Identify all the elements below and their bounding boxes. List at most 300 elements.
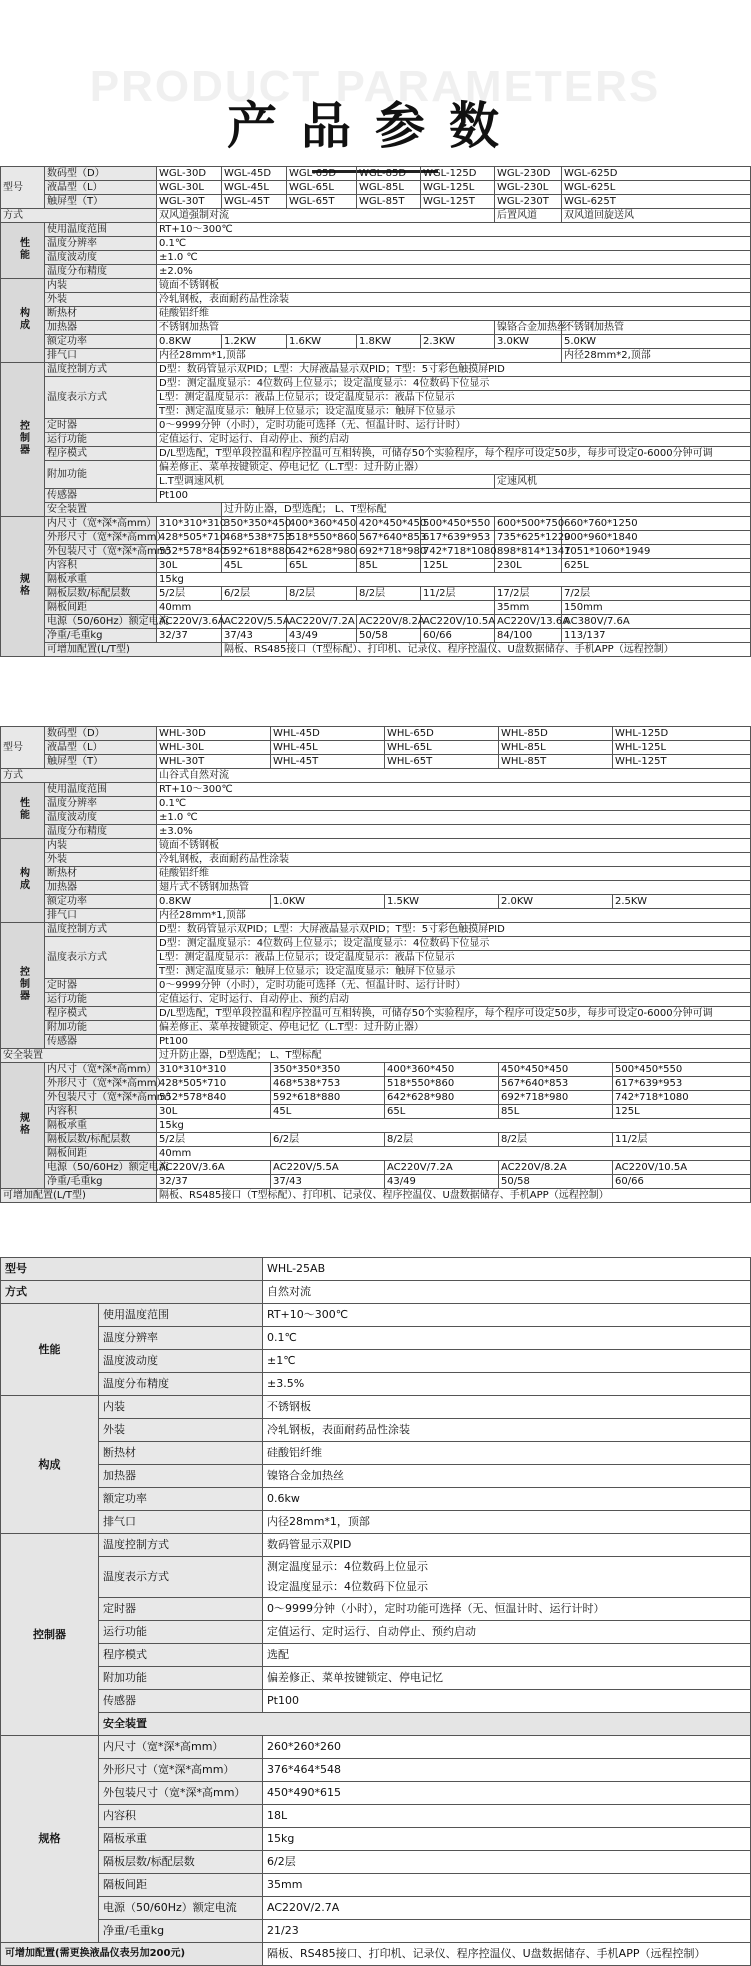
row-value bbox=[263, 1557, 751, 1598]
row-value: 376*464*548 bbox=[263, 1759, 751, 1782]
spec-cell: 518*550*860 bbox=[287, 531, 357, 545]
row-value: 选配 bbox=[263, 1644, 751, 1667]
row-value: L.T型调速风机 bbox=[157, 475, 495, 489]
spec-cell: 50/58 bbox=[499, 1175, 613, 1189]
model-group: 型号 bbox=[1, 727, 45, 769]
row-label: 温度表示方式 bbox=[45, 377, 157, 419]
row-value: 硅酸铝纤维 bbox=[263, 1442, 751, 1465]
model-cell: WGL-45T bbox=[222, 195, 287, 209]
row-label: 运行功能 bbox=[99, 1621, 263, 1644]
spec-cell: 567*640*853 bbox=[357, 531, 421, 545]
power-cell: 2.3KW bbox=[421, 335, 495, 349]
power-cell: 1.0KW bbox=[271, 895, 385, 909]
model-cell: WHL-45T bbox=[271, 755, 385, 769]
method-label: 方式 bbox=[1, 1281, 263, 1304]
row-label: 外形尺寸（宽*深*高mm） bbox=[45, 1077, 157, 1091]
row-value: 镜面不锈钢板 bbox=[157, 279, 751, 293]
row-label: 外装 bbox=[45, 853, 157, 867]
spec-cell: 420*450*450 bbox=[357, 517, 421, 531]
spec-cell: 60/66 bbox=[613, 1175, 751, 1189]
row-value: D型：测定温度显示：4位数码上位显示；设定温度显示：4位数码下位显示 bbox=[157, 377, 751, 391]
spec-cell: 30L bbox=[157, 559, 222, 573]
row-value: 35mm bbox=[495, 601, 562, 615]
spec-cell: 32/37 bbox=[157, 1175, 271, 1189]
row-value: 定速风机 bbox=[495, 475, 751, 489]
model-cell: WGL-125T bbox=[421, 195, 495, 209]
row-value: T型：测定温度显示：触屏上位显示；设定温度显示：触屏下位显示 bbox=[157, 405, 751, 419]
row-label: 额定功率 bbox=[99, 1488, 263, 1511]
row-label: 温度波动度 bbox=[45, 811, 157, 825]
model-cell: WGL-65T bbox=[287, 195, 357, 209]
row-label: 额定功率 bbox=[45, 335, 157, 349]
model-cell: WGL-125L bbox=[421, 181, 495, 195]
spec-cell: 5/2层 bbox=[157, 1133, 271, 1147]
model-cell: WGL-625T bbox=[562, 195, 751, 209]
row-value: ±2.0% bbox=[157, 265, 751, 279]
row-value: 150mm bbox=[562, 601, 751, 615]
spec-group: 规格 bbox=[1, 517, 45, 657]
row-value: 定值运行、定时运行、自动停止、预约启动 bbox=[157, 993, 751, 1007]
row-label: 断热材 bbox=[99, 1442, 263, 1465]
model-cell: WGL-85L bbox=[357, 181, 421, 195]
row-value: RT+10～300℃ bbox=[157, 783, 751, 797]
spec-cell: 310*310*310 bbox=[157, 517, 222, 531]
row-label: 附加功能 bbox=[45, 1021, 157, 1035]
bg-title-watermark: PRODUCT PARAMETERS bbox=[89, 62, 661, 111]
row-value: AC220V/2.7A bbox=[263, 1897, 751, 1920]
model-cell: WGL-230D bbox=[495, 167, 562, 181]
power-cell: 0.8KW bbox=[157, 895, 271, 909]
row-label: 传感器 bbox=[99, 1690, 263, 1713]
row-value: 18L bbox=[263, 1805, 751, 1828]
spec-cell: 400*360*450 bbox=[287, 517, 357, 531]
row-label: 隔板承重 bbox=[45, 1119, 157, 1133]
row-value: 冷轧钢板，表面耐药品性涂装 bbox=[263, 1419, 751, 1442]
power-cell: 1.2KW bbox=[222, 335, 287, 349]
row-label: 温度表示方式 bbox=[99, 1557, 263, 1598]
row-value: RT+10～300℃ bbox=[157, 223, 751, 237]
row-value: 0.6kw bbox=[263, 1488, 751, 1511]
model-row-label: 数码型（D） bbox=[45, 167, 157, 181]
spec-cell: 8/2层 bbox=[385, 1133, 499, 1147]
spec-cell: 6/2层 bbox=[222, 587, 287, 601]
row-label: 隔板层数/标配层数 bbox=[45, 587, 157, 601]
spec-cell: 30L bbox=[157, 1105, 271, 1119]
row-label: 温度波动度 bbox=[99, 1350, 263, 1373]
row-label: 外装 bbox=[99, 1419, 263, 1442]
struct-group: 构成 bbox=[1, 1396, 99, 1534]
row-label: 使用温度范围 bbox=[45, 783, 157, 797]
struct-group: 构成 bbox=[1, 279, 45, 363]
row-value: 内径28mm*2,顶部 bbox=[562, 349, 751, 363]
row-value: 15kg bbox=[157, 1119, 751, 1133]
row-label: 外装 bbox=[45, 293, 157, 307]
spec-cell: 617*639*953 bbox=[613, 1077, 751, 1091]
row-value: 15kg bbox=[157, 573, 751, 587]
row-label: 温度分辨率 bbox=[45, 237, 157, 251]
model-row-label: 触屏型（T） bbox=[45, 755, 157, 769]
spec-cell: 625L bbox=[562, 559, 751, 573]
perf-group: 性能 bbox=[1, 783, 45, 839]
power-cell: 3.0KW bbox=[495, 335, 562, 349]
page-title: 产品参数 bbox=[227, 97, 523, 155]
model-cell: WHL-85D bbox=[499, 727, 613, 741]
row-label: 断热材 bbox=[45, 867, 157, 881]
spec-cell: 32/37 bbox=[157, 629, 222, 643]
row-value: 21/23 bbox=[263, 1920, 751, 1943]
spec-cell: 500*450*550 bbox=[421, 517, 495, 531]
power-cell: 2.0KW bbox=[499, 895, 613, 909]
row-label: 排气口 bbox=[45, 349, 157, 363]
model-group: 型号 bbox=[1, 167, 45, 209]
row-label: 传感器 bbox=[45, 489, 157, 503]
spec-group: 规格 bbox=[1, 1736, 99, 1943]
spec-cell: 60/66 bbox=[421, 629, 495, 643]
row-value: 450*490*615 bbox=[263, 1782, 751, 1805]
row-value: 不锈钢加热管 bbox=[157, 321, 495, 335]
spec-cell: 125L bbox=[421, 559, 495, 573]
row-label: 隔板间距 bbox=[45, 1147, 157, 1161]
model-cell: WGL-30D bbox=[157, 167, 222, 181]
row-value: 不锈钢板 bbox=[263, 1396, 751, 1419]
row-label: 电源（50/60Hz）额定电流 bbox=[45, 1161, 157, 1175]
model-cell: WGL-230L bbox=[495, 181, 562, 195]
row-label: 外包装尺寸（宽*深*高mm） bbox=[45, 545, 157, 559]
row-label: 附加功能 bbox=[99, 1667, 263, 1690]
model-value: WHL-25AB bbox=[263, 1258, 751, 1281]
spec-cell: 552*578*840 bbox=[157, 545, 222, 559]
row-label: 附加功能 bbox=[45, 461, 157, 489]
options-label: 可增加配置(L/T型) bbox=[1, 1189, 157, 1203]
spec-cell: AC220V/5.5A bbox=[271, 1161, 385, 1175]
spec-cell: 8/2层 bbox=[499, 1133, 613, 1147]
spec-cell: 45L bbox=[222, 559, 287, 573]
method-label: 方式 bbox=[1, 769, 157, 783]
model-cell: WGL-45L bbox=[222, 181, 287, 195]
row-value: L型：测定温度显示：液晶上位显示；设定温度显示：液晶下位显示 bbox=[157, 391, 751, 405]
model-cell: WHL-65T bbox=[385, 755, 499, 769]
model-cell: WHL-65D bbox=[385, 727, 499, 741]
display-line: 测定温度显示：4位数码上位显示 bbox=[267, 1560, 428, 1573]
row-label: 电源（50/60Hz）额定电流 bbox=[99, 1897, 263, 1920]
model-row-label: 液晶型（L） bbox=[45, 181, 157, 195]
row-value: Pt100 bbox=[157, 1035, 751, 1049]
spec-cell: AC380V/7.6A bbox=[562, 615, 751, 629]
row-label: 程序模式 bbox=[99, 1644, 263, 1667]
spec-cell: 50/58 bbox=[357, 629, 421, 643]
spec-cell: 692*718*980 bbox=[499, 1091, 613, 1105]
row-value: ±1.0 ℃ bbox=[157, 251, 751, 265]
row-value: D/L型选配，T型单段控温和程序控温可互相转换，可储存50个实验程序，每个程序可设定50步，每步可设定0-6000分钟可调 bbox=[157, 447, 751, 461]
safety-label: 安全装置 bbox=[45, 503, 222, 517]
row-label: 内容积 bbox=[45, 559, 157, 573]
row-label: 程序模式 bbox=[45, 1007, 157, 1021]
row-value: 镜面不锈钢板 bbox=[157, 839, 751, 853]
spec-cell: 518*550*860 bbox=[385, 1077, 499, 1091]
model-cell: WHL-85L bbox=[499, 741, 613, 755]
row-label: 温度控制方式 bbox=[45, 923, 157, 937]
power-cell: 2.5KW bbox=[613, 895, 751, 909]
row-value: 40mm bbox=[157, 1147, 751, 1161]
row-label: 内装 bbox=[45, 839, 157, 853]
power-cell: 0.8KW bbox=[157, 335, 222, 349]
model-cell: WHL-30D bbox=[157, 727, 271, 741]
spec-cell: 45L bbox=[271, 1105, 385, 1119]
row-label: 排气口 bbox=[99, 1511, 263, 1534]
spec-cell: 125L bbox=[613, 1105, 751, 1119]
spec-cell: 43/49 bbox=[287, 629, 357, 643]
row-label: 温度波动度 bbox=[45, 251, 157, 265]
row-label: 定时器 bbox=[45, 419, 157, 433]
spec-cell: 350*350*350 bbox=[271, 1063, 385, 1077]
row-label: 温度控制方式 bbox=[99, 1534, 263, 1557]
spec-cell: 468*538*753 bbox=[271, 1077, 385, 1091]
model-cell: WHL-30L bbox=[157, 741, 271, 755]
spec-cell: 742*718*1080 bbox=[613, 1091, 751, 1105]
safety-label: 安全装置 bbox=[99, 1713, 751, 1736]
options-value: 隔板、RS485接口（T型标配）、打印机、记录仪、程序控温仪、U盘数据储存、手机APP（远程控制） bbox=[157, 1189, 751, 1203]
spec-cell: AC220V/3.6A bbox=[157, 1161, 271, 1175]
row-label: 温度分布精度 bbox=[45, 825, 157, 839]
row-label: 温度控制方式 bbox=[45, 363, 157, 377]
model-row-label: 触屏型（T） bbox=[45, 195, 157, 209]
safety-value: 过升防止器，D型选配； L、T型标配 bbox=[222, 503, 751, 517]
row-label: 外包装尺寸（宽*深*高mm） bbox=[45, 1091, 157, 1105]
spec-cell: 17/2层 bbox=[495, 587, 562, 601]
row-label: 温度分布精度 bbox=[45, 265, 157, 279]
model-cell: WGL-625D bbox=[562, 167, 751, 181]
row-value: D型：数码管显示双PID；L型：大屏液晶显示双PID；T型：5寸彩色触摸屏PID bbox=[157, 363, 751, 377]
method-value: 自然对流 bbox=[263, 1281, 751, 1304]
spec-cell: 898*814*1347 bbox=[495, 545, 562, 559]
model-cell: WHL-125D bbox=[613, 727, 751, 741]
row-value: L型：测定温度显示：液晶上位显示；设定温度显示：液晶下位显示 bbox=[157, 951, 751, 965]
row-label: 定时器 bbox=[45, 979, 157, 993]
row-value: 内径28mm*1,顶部 bbox=[157, 909, 751, 923]
spec-cell: AC220V/8.2A bbox=[357, 615, 421, 629]
spec-cell: 65L bbox=[287, 559, 357, 573]
row-value: 数码管显示双PID bbox=[263, 1534, 751, 1557]
spec-cell: 11/2层 bbox=[613, 1133, 751, 1147]
safety-label: 安全装置 bbox=[1, 1049, 157, 1063]
ctrl-group: 控制器 bbox=[1, 1534, 99, 1736]
row-label: 内尺寸（宽*深*高mm） bbox=[45, 1063, 157, 1077]
whl-spec-table bbox=[0, 726, 751, 1203]
row-label: 内装 bbox=[45, 279, 157, 293]
spec-cell: 692*718*980 bbox=[357, 545, 421, 559]
struct-group: 构成 bbox=[1, 839, 45, 923]
spec-cell: 642*628*980 bbox=[385, 1091, 499, 1105]
spec-cell: 43/49 bbox=[385, 1175, 499, 1189]
power-cell: 1.8KW bbox=[357, 335, 421, 349]
row-label: 电源（50/60Hz）额定电流 bbox=[45, 615, 157, 629]
model-cell: WGL-30T bbox=[157, 195, 222, 209]
row-label: 隔板层数/标配层数 bbox=[99, 1851, 263, 1874]
spec-cell: 230L bbox=[495, 559, 562, 573]
spec-cell: 350*350*450 bbox=[222, 517, 287, 531]
row-label: 净重/毛重kg bbox=[45, 1175, 157, 1189]
row-label: 断热材 bbox=[45, 307, 157, 321]
row-value: 镍铬合金加热丝 bbox=[263, 1465, 751, 1488]
spec-cell: 5/2层 bbox=[157, 587, 222, 601]
model-cell: WHL-125T bbox=[613, 755, 751, 769]
row-value: 硅酸铝纤维 bbox=[157, 867, 751, 881]
whl25-spec-table bbox=[0, 1257, 751, 1966]
row-label: 加热器 bbox=[99, 1465, 263, 1488]
spec-cell: 567*640*853 bbox=[499, 1077, 613, 1091]
spec-cell: 592*618*880 bbox=[271, 1091, 385, 1105]
spec-cell: 11/2层 bbox=[421, 587, 495, 601]
perf-group: 性能 bbox=[1, 1304, 99, 1396]
row-label: 加热器 bbox=[45, 321, 157, 335]
row-value: 0.1℃ bbox=[157, 237, 751, 251]
method-value: 双风道强制对流 bbox=[157, 209, 495, 223]
row-label: 温度分辨率 bbox=[99, 1327, 263, 1350]
row-label: 温度分辨率 bbox=[45, 797, 157, 811]
row-value: D/L型选配，T型单段控温和程序控温可互相转换，可储存50个实验程序，每个程序可设定50步，每步可设定0-6000分钟可调 bbox=[157, 1007, 751, 1021]
spec-cell: 617*639*953 bbox=[421, 531, 495, 545]
spec-cell: AC220V/3.6A bbox=[157, 615, 222, 629]
method-value: 双风道回旋送风 bbox=[562, 209, 751, 223]
row-value: 不锈钢加热管 bbox=[562, 321, 751, 335]
row-label: 传感器 bbox=[45, 1035, 157, 1049]
row-label: 外形尺寸（宽*深*高mm） bbox=[45, 531, 157, 545]
model-cell: WGL-65L bbox=[287, 181, 357, 195]
spec-cell: 6/2层 bbox=[271, 1133, 385, 1147]
row-value: 15kg bbox=[263, 1828, 751, 1851]
row-label: 温度分布精度 bbox=[99, 1373, 263, 1396]
model-cell: WHL-45D bbox=[271, 727, 385, 741]
options-value: 隔板、RS485接口、打印机、记录仪、程序控温仪、U盘数据储存、手机APP（远程控制） bbox=[263, 1943, 751, 1966]
spec-cell: 8/2层 bbox=[287, 587, 357, 601]
power-cell: 1.5KW bbox=[385, 895, 499, 909]
spec-cell: 400*360*450 bbox=[385, 1063, 499, 1077]
spec-cell: 450*450*450 bbox=[499, 1063, 613, 1077]
row-value: ±1.0 ℃ bbox=[157, 811, 751, 825]
spec-cell: AC220V/10.5A bbox=[421, 615, 495, 629]
model-cell: WGL-230T bbox=[495, 195, 562, 209]
spec-cell: 310*310*310 bbox=[157, 1063, 271, 1077]
row-label: 内装 bbox=[99, 1396, 263, 1419]
row-label: 加热器 bbox=[45, 881, 157, 895]
spec-cell: AC220V/7.2A bbox=[287, 615, 357, 629]
row-value: 6/2层 bbox=[263, 1851, 751, 1874]
row-value: 镍铬合金加热丝 bbox=[495, 321, 562, 335]
row-value: Pt100 bbox=[263, 1690, 751, 1713]
row-label: 外包装尺寸（宽*深*高mm） bbox=[99, 1782, 263, 1805]
row-label: 净重/毛重kg bbox=[99, 1920, 263, 1943]
model-label: 型号 bbox=[1, 1258, 263, 1281]
model-cell: WGL-625L bbox=[562, 181, 751, 195]
row-value: 定值运行、定时运行、自动停止、预约启动 bbox=[263, 1621, 751, 1644]
spec-cell: 37/43 bbox=[222, 629, 287, 643]
row-value: 内径28mm*1，顶部 bbox=[263, 1511, 751, 1534]
model-row-label: 数码型（D） bbox=[45, 727, 157, 741]
row-value: 0.1℃ bbox=[157, 797, 751, 811]
row-label: 使用温度范围 bbox=[45, 223, 157, 237]
spec-cell: AC220V/10.5A bbox=[613, 1161, 751, 1175]
spec-cell: 8/2层 bbox=[357, 587, 421, 601]
options-label: 可增加配置(需更换液晶仪表另加200元) bbox=[1, 1943, 263, 1966]
row-label: 外形尺寸（宽*深*高mm） bbox=[99, 1759, 263, 1782]
model-row-label: 液晶型（L） bbox=[45, 741, 157, 755]
ctrl-group: 控制器 bbox=[1, 363, 45, 517]
model-cell: WGL-125D bbox=[421, 167, 495, 181]
spec-cell: 742*718*1080 bbox=[421, 545, 495, 559]
row-value: Pt100 bbox=[157, 489, 751, 503]
row-value: 内径28mm*1,顶部 bbox=[157, 349, 562, 363]
spec-cell: 113/137 bbox=[562, 629, 751, 643]
row-label: 使用温度范围 bbox=[99, 1304, 263, 1327]
row-value: 260*260*260 bbox=[263, 1736, 751, 1759]
spec-cell: 85L bbox=[357, 559, 421, 573]
row-value: 0.1℃ bbox=[263, 1327, 751, 1350]
row-value: RT+10～300℃ bbox=[263, 1304, 751, 1327]
ctrl-group: 控制器 bbox=[1, 923, 45, 1049]
model-cell: WHL-65L bbox=[385, 741, 499, 755]
spec-cell: 7/2层 bbox=[562, 587, 751, 601]
spec-cell: 642*628*980 bbox=[287, 545, 357, 559]
row-value: D型：测定温度显示：4位数码上位显示；设定温度显示：4位数码下位显示 bbox=[157, 937, 751, 951]
model-cell: WHL-30T bbox=[157, 755, 271, 769]
row-label: 程序模式 bbox=[45, 447, 157, 461]
spec-cell: 428*505*710 bbox=[157, 531, 222, 545]
spec-cell: 37/43 bbox=[271, 1175, 385, 1189]
method-value: 山谷式自然对流 bbox=[157, 769, 751, 783]
row-value: D型：数码管显示双PID；L型：大屏液晶显示双PID；T型：5寸彩色触摸屏PID bbox=[157, 923, 751, 937]
spec-cell: AC220V/13.6A bbox=[495, 615, 562, 629]
row-label: 隔板间距 bbox=[45, 601, 157, 615]
row-value: 硅酸铝纤维 bbox=[157, 307, 751, 321]
row-label: 隔板承重 bbox=[45, 573, 157, 587]
spec-cell: AC220V/5.5A bbox=[222, 615, 287, 629]
model-cell: WHL-85T bbox=[499, 755, 613, 769]
row-label: 净重/毛重kg bbox=[45, 629, 157, 643]
power-cell: 1.6KW bbox=[287, 335, 357, 349]
safety-value: 过升防止器，D型选配； L、T型标配 bbox=[157, 1049, 751, 1063]
row-label: 内尺寸（宽*深*高mm） bbox=[99, 1736, 263, 1759]
row-value: 0～9999分钟（小时），定时功能可选择（无、恒温计时、运行计时） bbox=[157, 419, 751, 433]
model-cell: WGL-45D bbox=[222, 167, 287, 181]
row-value: 0～9999分钟（小时），定时功能可选择（无、恒温计时、运行计时） bbox=[263, 1598, 751, 1621]
model-cell: WHL-45L bbox=[271, 741, 385, 755]
row-label: 内容积 bbox=[45, 1105, 157, 1119]
row-value: 偏差修正、菜单按键锁定、停电记忆 bbox=[263, 1667, 751, 1690]
spec-cell: AC220V/8.2A bbox=[499, 1161, 613, 1175]
options-label: 可增加配置(L/T型) bbox=[45, 643, 222, 657]
model-cell: WGL-30L bbox=[157, 181, 222, 195]
row-label: 隔板承重 bbox=[99, 1828, 263, 1851]
row-value: T型：测定温度显示：触屏上位显示；设定温度显示：触屏下位显示 bbox=[157, 965, 751, 979]
row-value: 偏差修正、菜单按键锁定、停电记忆（L.T型：过升防止器） bbox=[157, 461, 751, 475]
row-value: 翅片式不锈钢加热管 bbox=[157, 881, 751, 895]
row-label: 内容积 bbox=[99, 1805, 263, 1828]
perf-group: 性能 bbox=[1, 223, 45, 279]
spec-cell: 468*538*753 bbox=[222, 531, 287, 545]
model-cell: WGL-65D bbox=[287, 167, 357, 181]
spec-cell: 900*960*1840 bbox=[562, 531, 751, 545]
model-cell: WGL-85T bbox=[357, 195, 421, 209]
spec-cell: 85L bbox=[499, 1105, 613, 1119]
display-line: 设定温度显示：4位数码下位显示 bbox=[267, 1580, 428, 1593]
model-cell: WGL-85D bbox=[357, 167, 421, 181]
row-label: 温度表示方式 bbox=[45, 937, 157, 979]
spec-cell: 735*625*1220 bbox=[495, 531, 562, 545]
row-value: 冷轧钢板，表面耐药品性涂装 bbox=[157, 293, 751, 307]
spec-cell: 600*500*750 bbox=[495, 517, 562, 531]
row-value: 35mm bbox=[263, 1874, 751, 1897]
row-label: 定时器 bbox=[99, 1598, 263, 1621]
